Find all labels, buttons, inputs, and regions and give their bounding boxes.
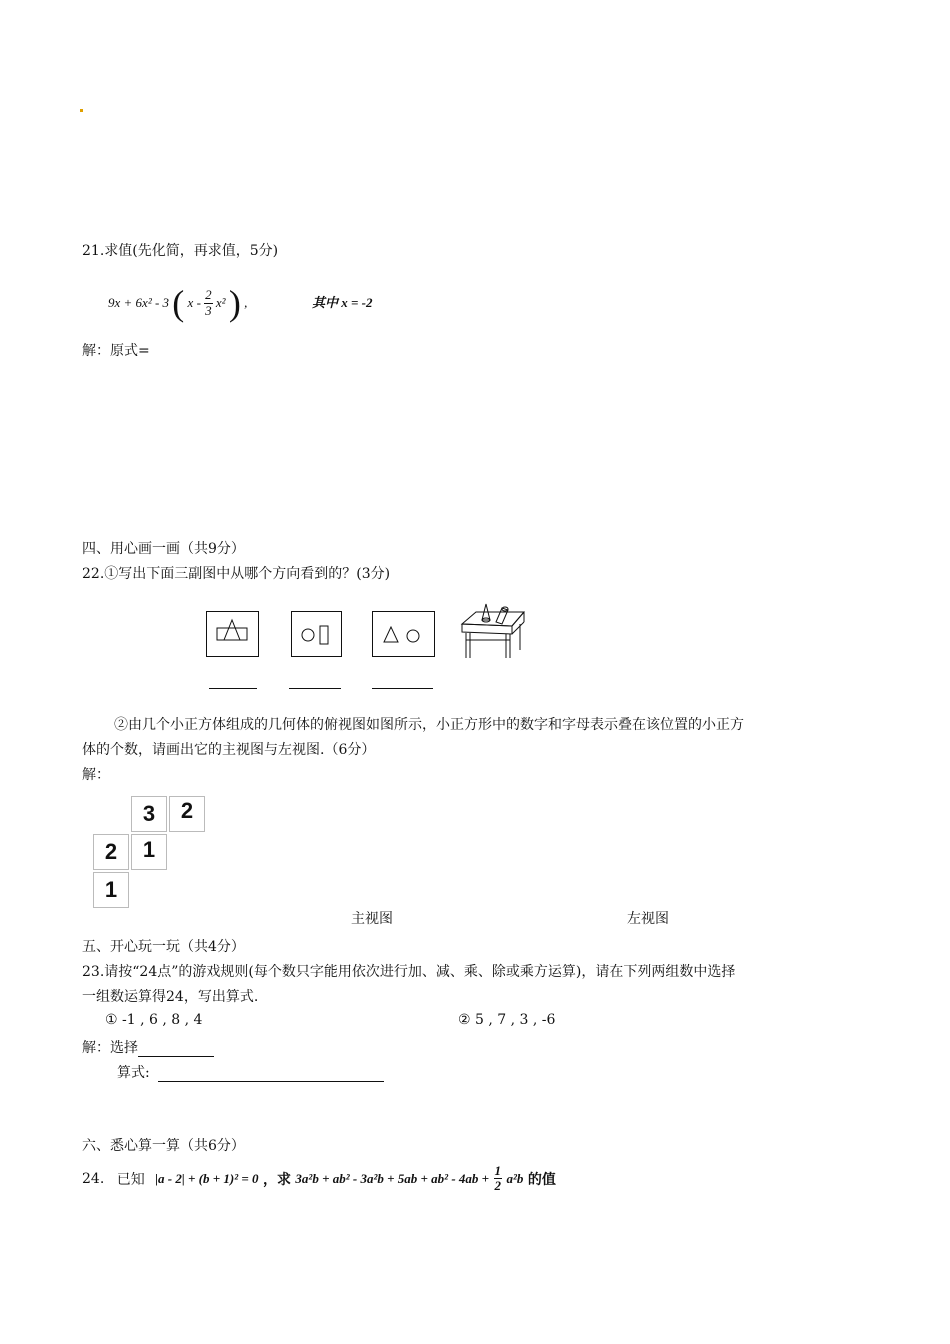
view-figure-3 xyxy=(372,611,435,657)
grid-cell-r2c1: 2 xyxy=(93,834,129,870)
answer-line-1[interactable] xyxy=(209,688,257,689)
q21-expression xyxy=(108,282,247,322)
q24-half-num: 1 xyxy=(494,1163,502,1178)
q21-expr-inner-b: x² xyxy=(215,295,226,310)
q24-condition: |a - 2| + (b + 1)² = 0 xyxy=(155,1170,259,1186)
q23-choose xyxy=(82,1037,214,1057)
q21-comma: , xyxy=(244,295,248,310)
corner-dot xyxy=(80,109,83,112)
left-view-label: 左视图 xyxy=(627,911,669,927)
q21-title: 21.求值(先化简，再求值，5分) xyxy=(82,243,279,259)
rect-triangle-view-icon xyxy=(207,612,258,656)
right-paren-icon: ) xyxy=(228,283,241,323)
q24-known: 已知 xyxy=(116,1171,145,1188)
q24-tail: 的值 xyxy=(527,1171,556,1188)
q23-formula-blank[interactable] xyxy=(158,1067,384,1082)
q21-condition: 其中 x = -2 xyxy=(312,295,373,310)
section5-title: 五、开心玩一玩（共4分） xyxy=(82,939,245,955)
q24-ask: ，求 xyxy=(262,1171,291,1188)
circle-rect-view-icon xyxy=(292,612,341,656)
grid-cell-r1c3: 2 xyxy=(169,796,205,832)
q22-part1: 22.①写出下面三副图中从哪个方向看到的？(3分) xyxy=(82,566,391,582)
q21-fraction xyxy=(204,288,213,318)
section6-title: 六、悉心算一算（共6分） xyxy=(82,1138,245,1154)
q23-choose-label: 解：选择 xyxy=(82,1040,138,1056)
grid-cell-r2c2: 1 xyxy=(131,834,167,870)
q21-expr-inner-a: x - xyxy=(187,295,201,310)
answer-line-2[interactable] xyxy=(289,688,341,689)
q23-formula-label: 算式: xyxy=(117,1065,150,1081)
view-figure-1 xyxy=(206,611,259,657)
q24-expression: 3a²b + ab² - 3a²b + 5ab + ab² - 4ab + xyxy=(295,1170,490,1186)
q24-number: 24. xyxy=(82,1170,105,1187)
q24-half-den: 2 xyxy=(494,1178,502,1194)
triangle-circle-view-icon xyxy=(373,612,434,656)
q23-group2: ② 5 , 7 , 3 , -6 xyxy=(458,1012,556,1028)
q21-frac-num: 2 xyxy=(205,287,212,303)
q21-frac-den: 3 xyxy=(205,302,212,318)
q24-expression-tail: a²b xyxy=(506,1170,524,1186)
table-cone-cylinder-icon xyxy=(456,600,528,662)
table-objects-drawing xyxy=(456,600,528,662)
front-view-label: 主视图 xyxy=(351,911,393,927)
grid-cell-r3c1: 1 xyxy=(93,872,129,908)
q21-solution: 解：原式= xyxy=(82,343,150,359)
grid-cell-r1c2: 3 xyxy=(131,796,167,832)
q23-group1: ① -1 , 6 , 8 , 4 xyxy=(105,1012,203,1028)
q23-line1: 23.请按“24点”的游戏规则(每个数只字能用依次进行加、减、乘、除或乘方运算)，请在下列两组数中选择 xyxy=(82,964,736,980)
view-figure-2 xyxy=(291,611,342,657)
q24-line xyxy=(82,1164,556,1204)
q21-expr-left: 9x + 6x² - 3 xyxy=(108,295,170,310)
q24-half-fraction xyxy=(494,1164,503,1194)
q23-formula xyxy=(117,1062,384,1082)
q22-part2-line1: ②由几个小正方体组成的几何体的俯视图如图所示，小正方形中的数字和字母表示叠在该位置的小正方 xyxy=(114,717,744,733)
answer-line-3[interactable] xyxy=(372,688,433,689)
q22-part2-line2: 体的个数，请画出它的主视图与左视图.（6分） xyxy=(82,742,376,758)
q23-choose-blank[interactable] xyxy=(138,1042,214,1057)
section4-title: 四、用心画一画（共9分） xyxy=(82,541,245,557)
q22-solution: 解： xyxy=(82,767,110,783)
q23-line2: 一组数运算得24，写出算式. xyxy=(82,989,259,1005)
left-paren-icon: ( xyxy=(172,283,185,323)
